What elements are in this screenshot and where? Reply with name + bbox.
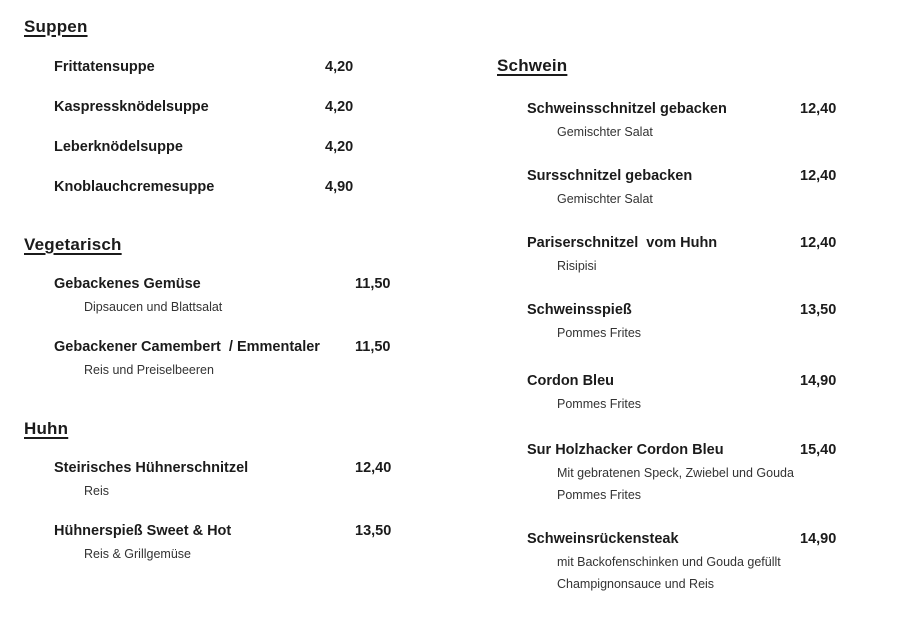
item-description: Reis — [84, 484, 110, 498]
item-name: Pariserschnitzel vom Huhn — [527, 235, 718, 251]
menu-item — [497, 234, 872, 277]
item-name: Sur Holzhacker Cordon Bleu — [527, 442, 724, 458]
item-price: 11,50 — [355, 276, 391, 292]
menu-item — [497, 441, 872, 506]
menu-item — [24, 522, 444, 565]
menu-item — [24, 459, 444, 502]
item-description: Champignonsauce und Reis — [557, 577, 715, 591]
item-price: 12,40 — [800, 101, 837, 117]
item-price: 4,20 — [325, 99, 354, 115]
menu-item — [24, 275, 444, 318]
menu-item — [24, 178, 444, 197]
item-name: Leberknödelsuppe — [54, 139, 183, 155]
menu-item — [24, 338, 444, 381]
item-description: Gemischter Salat — [557, 192, 653, 206]
section-heading: Suppen — [24, 17, 88, 36]
item-name: Gebackenes Gemüse — [54, 276, 201, 292]
item-description: Dipsaucen und Blattsalat — [84, 300, 223, 314]
item-name: Frittatensuppe — [54, 59, 155, 75]
item-description: Pommes Frites — [557, 488, 642, 502]
right-column — [497, 0, 872, 595]
item-name: Steirisches Hühnerschnitzel — [54, 460, 249, 476]
menu-item — [497, 530, 872, 595]
item-description: mit Backofenschinken und Gouda gefüllt — [557, 555, 781, 569]
section-heading: Vegetarisch — [24, 235, 122, 254]
item-price: 15,40 — [800, 442, 837, 458]
item-description: Pommes Frites — [557, 397, 642, 411]
item-name: Cordon Bleu — [527, 373, 614, 389]
item-description: Mit gebratenen Speck, Zwiebel und Gouda — [557, 466, 794, 480]
item-price: 4,20 — [325, 59, 354, 75]
item-price: 12,40 — [800, 168, 837, 184]
item-description: Gemischter Salat — [557, 125, 653, 139]
section-heading: Schwein — [497, 56, 568, 75]
item-name: Schweinsspieß — [527, 302, 632, 318]
item-price: 4,20 — [325, 139, 354, 155]
menu-item — [497, 372, 872, 415]
section-schwein — [497, 55, 872, 595]
item-description: Pommes Frites — [557, 326, 642, 340]
menu-item — [497, 301, 872, 344]
item-name: Gebackener Camembert / Emmentaler — [54, 339, 320, 355]
menu-item — [24, 58, 444, 77]
menu-item — [497, 167, 872, 210]
item-price: 4,90 — [325, 179, 354, 195]
section-huhn — [24, 418, 444, 565]
item-price: 13,50 — [355, 523, 392, 539]
menu-item — [24, 98, 444, 117]
item-name: Sursschnitzel gebacken — [527, 168, 693, 184]
menu-item — [24, 138, 444, 157]
item-description: Reis & Grillgemüse — [84, 547, 191, 561]
item-name: Schweinsrückensteak — [527, 531, 679, 547]
section-suppen — [24, 16, 444, 197]
item-name: Schweinsschnitzel gebacken — [527, 101, 727, 117]
item-price: 11,50 — [355, 339, 391, 355]
item-price: 14,90 — [800, 373, 837, 389]
item-description: Risipisi — [557, 259, 597, 273]
item-name: Kaspressknödelsuppe — [54, 99, 209, 115]
section-vegetarisch — [24, 234, 444, 381]
menu-item — [497, 100, 872, 143]
item-price: 12,40 — [355, 460, 392, 476]
item-name: Knoblauchcremesuppe — [54, 179, 215, 195]
item-name: Hühnerspieß Sweet & Hot — [54, 523, 232, 539]
section-heading: Huhn — [24, 419, 69, 438]
left-column — [24, 0, 444, 565]
item-price: 13,50 — [800, 302, 837, 318]
item-price: 14,90 — [800, 531, 837, 547]
item-description: Reis und Preiselbeeren — [84, 363, 214, 377]
item-price: 12,40 — [800, 235, 837, 251]
